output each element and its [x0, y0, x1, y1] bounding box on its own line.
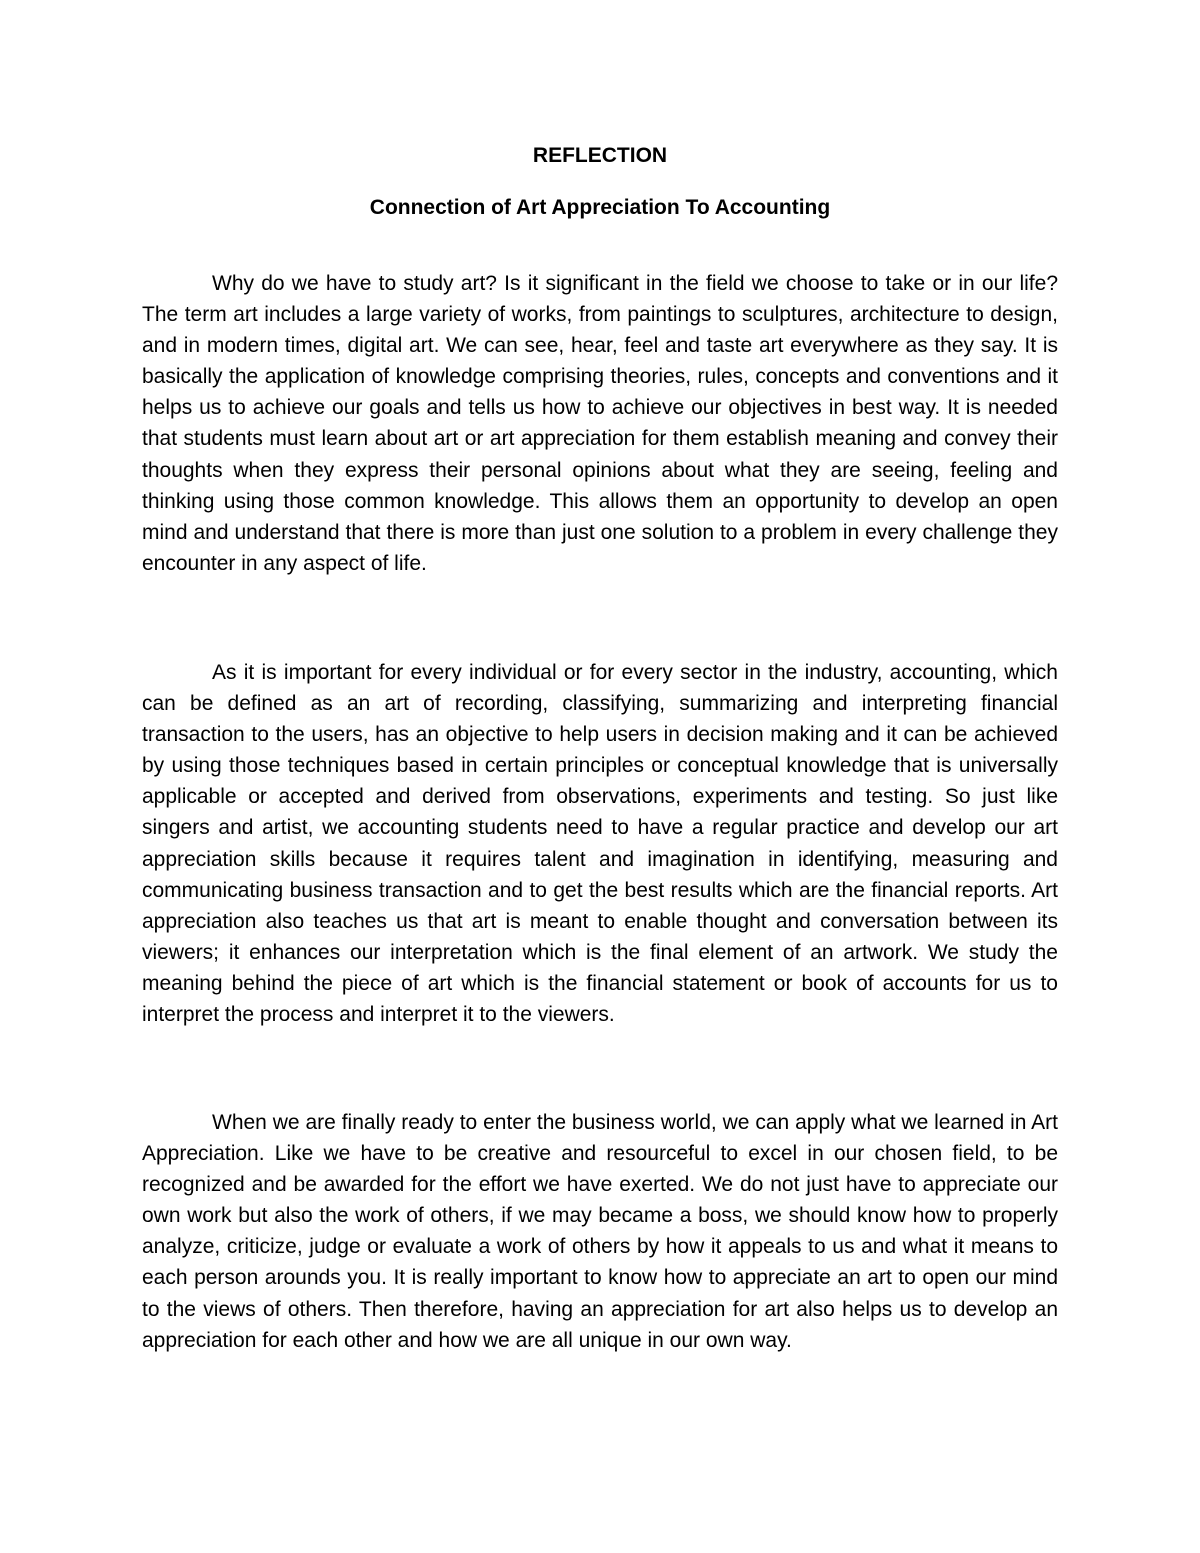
page-title: REFLECTION [532, 144, 668, 167]
body-paragraph-3: When we are finally ready to enter the business world, we can apply what we learned in Art Appreciation. Like we have to be creative and resourceful to excel in our chosen field, to be recognized and be awarded for the effort we have exerted. We do not just have to appreciate our own work but also the work of others, if we may became a boss, we should know how to properly analyze, criticize, judge or evaluate a work of others by how it appeals to us and what it means to each person arounds you. It is really important to know how to appreciate an art to open our mind to the views of others. Then therefore, having an appreciation for art also helps us to develop an appreciation for each other and how we are all unique in our own way. [142, 1111, 1058, 1352]
page-subtitle: Connection of Art Appreciation To Accounting [369, 196, 831, 219]
body-paragraph-2: As it is important for every individual or for every sector in the industry, accounting, which can be defined as an art of recording, classifying, summarizing and interpreting financial transaction to the users, has an objective to help users in decision making and it can be achieved by using those techniques based in certain principles or conceptual knowledge that is universally applicable or accepted and derived from observations, experiments and testing. So just like singers and artist, we accounting students need to have a regular practice and develop our art appreciation skills because it requires talent and imagination in identifying, measuring and communicating business transaction and to get the best results which are the financial reports. Art appreciation also teaches us that art is meant to enable thought and conversation between its viewers; it enhances our interpretation which is the final element of an artwork. We study the meaning behind the piece of art which is the financial statement or book of accounts for us to interpret the process and interpret it to the viewers. [142, 661, 1058, 1027]
body-paragraph-1: Why do we have to study art? Is it significant in the field we choose to take or in our life? The term art includes a large variety of works, from paintings to sculptures, architecture to design, and in modern times, digital art. We can see, hear, feel and taste art everywhere as they say. It is basically the application of knowledge comprising theories, rules, concepts and conventions and it helps us to achieve our goals and tells us how to achieve our objectives in best way. It is needed that students must learn about art or art appreciation for them establish meaning and convey their thoughts when they express their personal opinions about what they are seeing, feeling and thinking using those common knowledge. This allows them an opportunity to develop an open mind and understand that there is more than just one solution to a problem in every challenge they encounter in any aspect of life. [142, 272, 1058, 575]
